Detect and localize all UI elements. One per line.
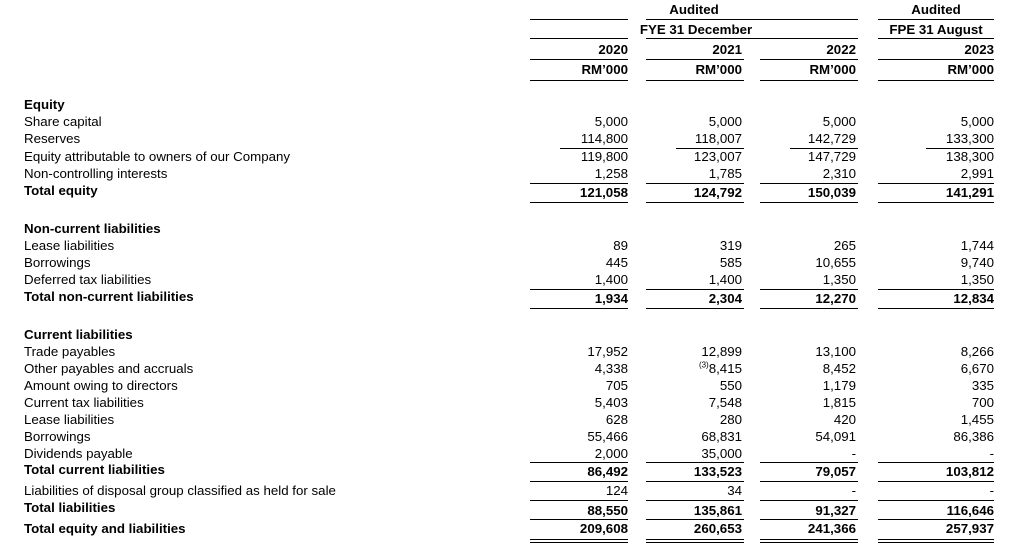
cell-2022: 1,179 [822,378,856,393]
total-rule [760,539,858,540]
cell-2023: 138,300 [945,149,994,164]
cell-2023: 1,744 [960,238,994,253]
row-label: Trade payables [24,344,116,359]
cell-2020: 89 [613,238,628,253]
cell-2020: 4,338 [594,361,628,376]
cell-2023: 86,386 [953,429,994,444]
row-label: Other payables and accruals [24,361,194,376]
total-rule [760,183,858,184]
cell-2020: 17,952 [587,344,628,359]
cell-2020: 5,403 [594,395,628,410]
total-rule [878,308,994,309]
total-rule [530,542,628,543]
row-label: Reserves [24,131,81,146]
cell-2022: 8,452 [822,361,856,376]
total-noncurrent-label: Total non-current liabilities [24,289,194,304]
cell-2020: 2,000 [594,446,628,461]
cell-2020: 209,608 [579,521,628,536]
total-rule [646,519,744,520]
total-equity-label: Total equity [24,183,98,198]
total-rule [646,308,744,309]
cell-2023: 2,991 [960,166,994,181]
cell-2023: 12,834 [953,291,994,306]
row-label: Share capital [24,114,102,129]
cell-2020: 114,800 [580,131,628,146]
total-rule [530,289,628,290]
total-rule [530,519,628,520]
total-rule [878,500,994,501]
cell-2020: 55,466 [587,429,628,444]
cell-2023: 141,291 [945,185,994,200]
cell-2021: 585 [719,255,742,270]
total-rule [530,539,628,540]
cell-2022: 13,100 [815,344,856,359]
cell-2022: 79,057 [815,464,856,479]
cell-2021: 133,523 [693,464,742,479]
cell-2023: 335 [971,378,994,393]
cell-2021: 123,007 [693,149,742,164]
cell-2022: 150,039 [807,185,856,200]
row-label: Deferred tax liabilities [24,272,152,287]
cell-2021: 1,400 [708,272,742,287]
cell-2022: 142,729 [807,131,856,146]
cell-2023: 9,740 [960,255,994,270]
total-rule [878,519,994,520]
header-rule [646,59,744,60]
header-fye-period: FYE 31 December [639,22,753,37]
cell-2021: 550 [719,378,742,393]
header-rule [760,80,858,81]
header-rule [878,59,994,60]
cell-2022: 12,270 [815,291,856,306]
total-rule [760,481,858,482]
header-rule [646,19,858,20]
cell-2022: 91,327 [815,503,856,518]
cell-2020: 124 [605,483,628,498]
cell-2021: 35,000 [701,446,742,461]
total-rule [646,481,744,482]
cell-2022: - [851,483,856,498]
total-rule [646,202,744,203]
row-label: Dividends payable [24,446,133,461]
cell-2021: 319 [719,238,742,253]
cell-2023: 5,000 [960,114,994,129]
total-rule [530,462,628,463]
total-rule [878,202,994,203]
total-rule [878,289,994,290]
total-rule [878,481,994,482]
total-rule [646,462,744,463]
total-rule [760,289,858,290]
cell-2020: 1,258 [594,166,628,181]
header-year-2022: 2022 [826,42,856,57]
row-label: Lease liabilities [24,412,115,427]
section-heading-noncurrent: Non-current liabilities [24,221,161,236]
header-unit: RM’000 [695,62,742,77]
cell-2021 [699,361,742,377]
cell-2021: 260,653 [693,521,742,536]
footnote-marker: (3) [698,360,709,370]
cell-2023: 8,266 [960,344,994,359]
row-label: Amount owing to directors [24,378,178,393]
cell-2021: 124,792 [693,185,742,200]
header-rule [878,38,994,39]
total-rule [646,183,744,184]
section-heading-current: Current liabilities [24,327,133,342]
cell-2022: 147,729 [807,149,856,164]
cell-2021: 12,899 [701,344,742,359]
header-unit: RM’000 [581,62,628,77]
cell-2020: 5,000 [594,114,628,129]
cell-2021: 2,304 [708,291,742,306]
cell-2020: 1,934 [594,291,628,306]
header-fpe-period: FPE 31 August [889,22,983,37]
cell-2023: 103,812 [945,464,994,479]
cell-2021: 135,861 [693,503,742,518]
total-rule [530,308,628,309]
header-rule [530,59,628,60]
header-rule [646,80,744,81]
cell-2021: 68,831 [701,429,742,444]
header-year-2023: 2023 [964,42,994,57]
cell-2022: 54,091 [815,429,856,444]
cell-2022: 2,310 [822,166,856,181]
header-year-2021: 2021 [712,42,742,57]
row-label: Non-controlling interests [24,166,168,181]
header-rule [760,59,858,60]
header-rule [530,80,628,81]
cell-2023: 6,670 [960,361,994,376]
cell-2022: - [851,446,856,461]
total-rule [878,183,994,184]
header-audited-fpe: Audited [911,2,961,17]
cell-2023: 257,937 [945,521,994,536]
cell-value: 8,415 [708,361,742,376]
header-unit: RM’000 [947,62,994,77]
total-rule [646,500,744,501]
cell-2021: 118,007 [694,131,742,146]
cell-2020: 119,800 [580,149,628,164]
total-rule [530,183,628,184]
total-equity-liabilities-label: Total equity and liabilities [24,521,186,536]
cell-2022: 5,000 [822,114,856,129]
cell-2020: 121,058 [579,185,628,200]
cell-2021: 280 [719,412,742,427]
cell-2023: - [989,446,994,461]
cell-2020: 86,492 [587,464,628,479]
header-rule [878,19,994,20]
cell-2022: 241,366 [807,521,856,536]
cell-2022: 1,815 [822,395,856,410]
row-label: Current tax liabilities [24,395,144,410]
cell-2021: 1,785 [708,166,742,181]
total-rule [530,481,628,482]
header-rule [646,38,858,39]
total-rule [646,539,744,540]
cell-2023: 1,350 [960,272,994,287]
cell-2020: 628 [605,412,628,427]
header-year-2020: 2020 [598,42,628,57]
row-label: Borrowings [24,429,91,444]
row-label: Lease liabilities [24,238,115,253]
cell-2023: - [989,483,994,498]
total-rule [760,519,858,520]
total-rule [646,542,744,543]
cell-2021: 7,548 [708,395,742,410]
cell-2020: 88,550 [587,503,628,518]
cell-2020: 1,400 [594,272,628,287]
total-rule [530,500,628,501]
cell-2020: 705 [605,378,628,393]
total-rule [760,542,858,543]
total-rule [760,462,858,463]
total-rule [760,202,858,203]
cell-2022: 10,655 [815,255,856,270]
section-heading-equity: Equity [24,97,65,112]
total-liabilities-label: Total liabilities [24,500,116,515]
header-rule [530,19,628,20]
header-rule [878,80,994,81]
cell-2023: 133,300 [945,131,994,146]
total-rule [646,289,744,290]
header-unit: RM’000 [809,62,856,77]
total-rule [530,202,628,203]
cell-2023: 116,646 [946,503,994,518]
row-label: Equity attributable to owners of our Company [24,149,291,164]
total-current-label: Total current liabilities [24,462,165,477]
total-rule [878,462,994,463]
cell-2022: 1,350 [822,272,856,287]
total-rule [760,500,858,501]
total-rule [878,542,994,543]
row-label: Liabilities of disposal group classified as held for sale [24,483,336,498]
cell-2022: 420 [833,412,856,427]
total-rule [760,308,858,309]
cell-2022: 265 [833,238,856,253]
header-rule [530,38,628,39]
total-rule [878,539,994,540]
row-label: Borrowings [24,255,91,270]
header-audited-fye: Audited [669,2,719,17]
cell-2021: 34 [727,483,742,498]
cell-2023: 1,455 [960,412,994,427]
cell-2021: 5,000 [708,114,742,129]
cell-2023: 700 [971,395,994,410]
cell-2020: 445 [605,255,628,270]
